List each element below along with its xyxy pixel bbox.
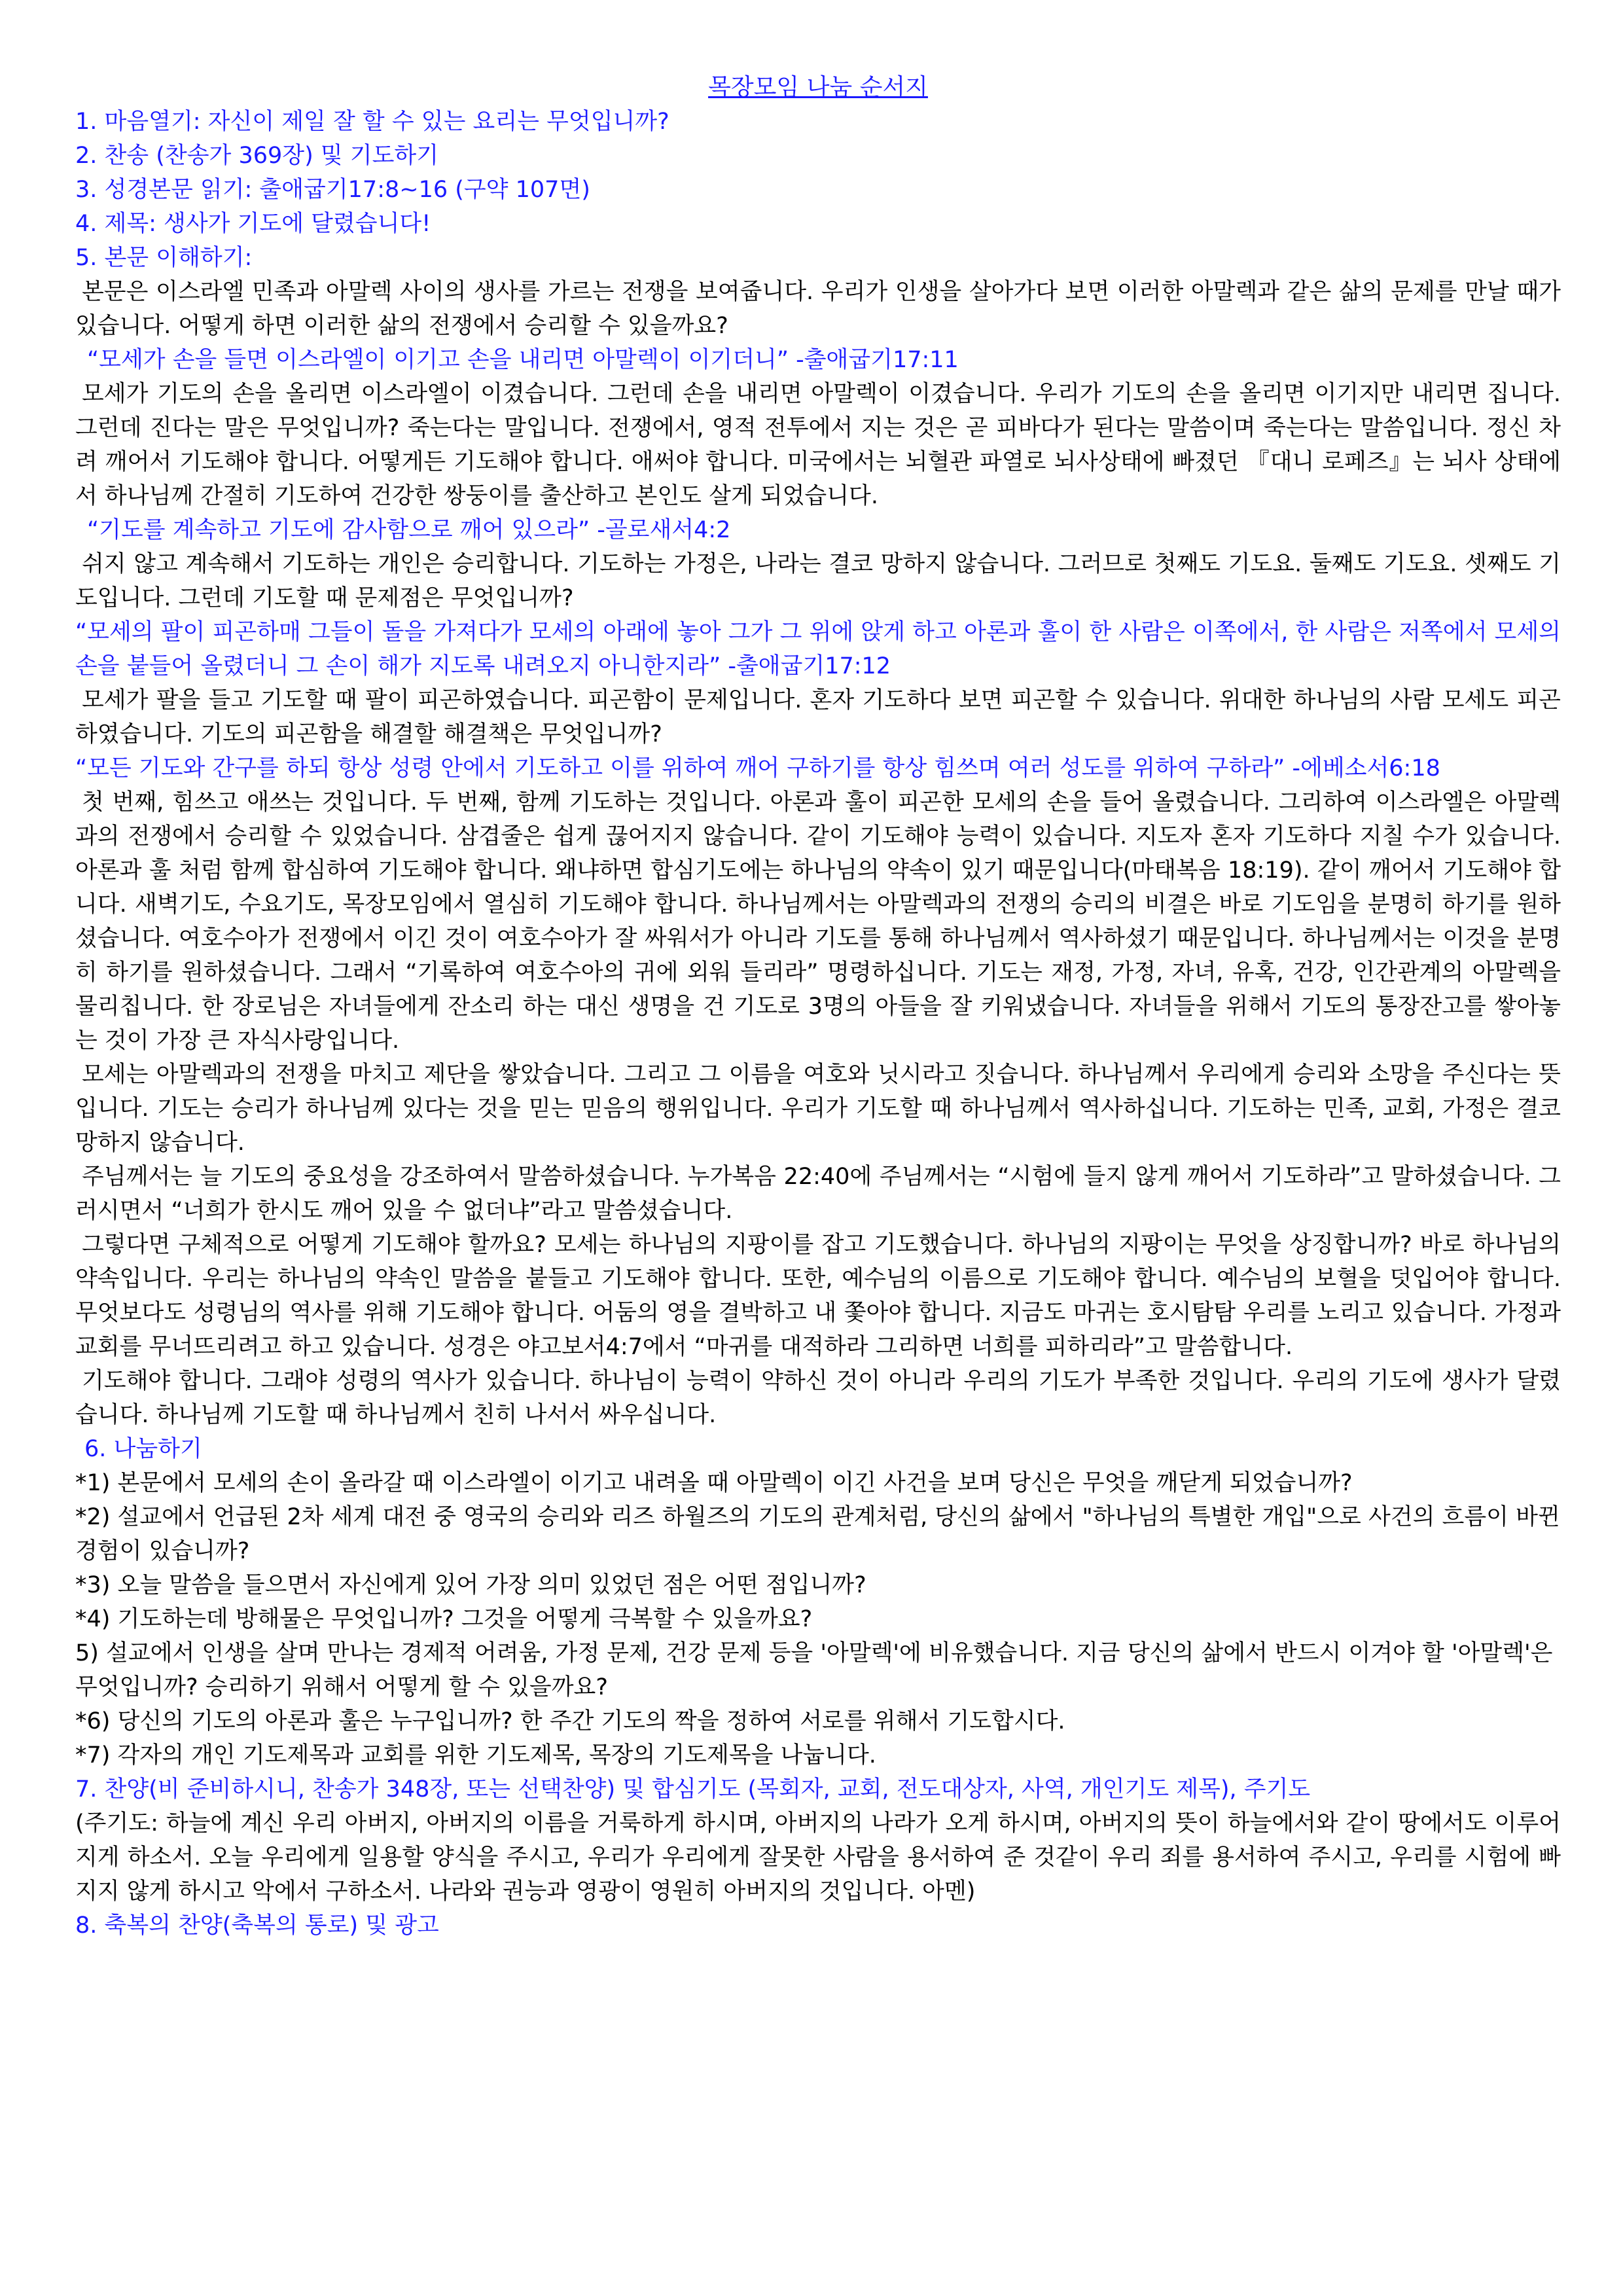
- scripture-quote-2: “기도를 계속하고 기도에 감사함으로 깨어 있으라” -골로새서4:2: [87, 517, 731, 543]
- body-paragraph-1: 본문은 이스라엘 민족과 아말렉 사이의 생사를 가르는 전쟁을 보여줍니다. 우리가 인생을 살아가다 보면 이러한 아말렉과 같은 삶의 문제를 만날 때가 있습니다. 어떻게 하면 이러한 삶의 전쟁에서 승리할 수 있을까요?: [75, 279, 1561, 339]
- body-paragraph-7: 주님께서는 늘 기도의 중요성을 강조하여서 말씀하셨습니다. 누가복음 22:40에 주님께서는 “시험에 들지 않게 깨어서 기도하라”고 말하셨습니다. 그러시면서 “너희가 한시도 깨어 있을 수 없더냐”라고 말씀셨습니다.: [75, 1164, 1561, 1224]
- body-paragraph-4: 모세가 팔을 들고 기도할 때 팔이 피곤하였습니다. 피곤함이 문제입니다. 혼자 기도하다 보면 피곤할 수 있습니다. 위대한 하나님의 사람 모세도 피곤하였습니다. 기도의 피곤함을 해결할 해결책은 무엇입니까?: [75, 687, 1561, 747]
- item-1-heading: 1. 마음열기: 자신이 제일 잘 할 수 있는 요리는 무엇입니까?: [75, 109, 669, 135]
- item-4-heading: 4. 제목: 생사가 기도에 달렸습니다!: [75, 211, 431, 237]
- sharing-question-3: *3) 오늘 말씀을 들으면서 자신에게 있어 가장 의미 있었던 점은 어떤 점입니까?: [75, 1572, 866, 1598]
- scripture-quote-1: “모세가 손을 들면 이스라엘이 이기고 손을 내리면 아말렉이 이기더니” -출애굽기17:11: [87, 347, 959, 373]
- sharing-question-4: *4) 기도하는데 방해물은 무엇입니까? 그것을 어떻게 극복할 수 있을까요?: [75, 1606, 813, 1632]
- lords-prayer: (주기도: 하늘에 계신 우리 아버지, 아버지의 이름을 거룩하게 하시며, 아버지의 나라가 오게 하시며, 아버지의 뜻이 하늘에서와 같이 땅에서도 이루어지게 하소서. 오늘 우리에게 일용할 양식을 주시고, 우리가 우리에게 잘못한 사람을 용서하여 준 것같이 우리 죄를 용서하여 주시고, 우리를 시험에 빠지지 않게 하시고 악에서 구하소서. 나라와 권능과 영광이 영원히 아버지의 것입니다. 아멘): [75, 1810, 1561, 1905]
- item-7-heading: 7. 찬양(비 준비하시니, 찬송가 348장, 또는 선택찬양) 및 합심기도 (목회자, 교회, 전도대상자, 사역, 개인기도 제목), 주기도: [75, 1776, 1311, 1803]
- item-5-heading: 5. 본문 이해하기:: [75, 245, 253, 271]
- sharing-question-6: *6) 당신의 기도의 아론과 훌은 누구입니까? 한 주간 기도의 짝을 정하여 서로를 위해서 기도합시다.: [75, 1708, 1065, 1734]
- document-page: [75, 71, 1561, 1943]
- sharing-heading: 6. 나눔하기: [84, 1436, 202, 1462]
- scripture-quote-4: “모든 기도와 간구를 하되 항상 성령 안에서 기도하고 이를 위하여 깨어 구하기를 항상 힘쓰며 여러 성도를 위하여 구하라” -에베소서6:18: [75, 755, 1440, 781]
- page-title: 목장모임 나눔 순서지: [708, 74, 928, 101]
- body-paragraph-5: 첫 번째, 힘쓰고 애쓰는 것입니다. 두 번째, 함께 기도하는 것입니다. 아론과 훌이 피곤한 모세의 손을 들어 올렸습니다. 그리하여 이스라엘은 아말렉과의 전쟁에서 승리할 수 있었습니다. 삼겹줄은 쉽게 끊어지지 않습니다. 같이 기도해야 능력이 있습니다. 지도자 혼자 기도하다 지칠 수가 있습니다. 아론과 훌 처럼 함께 합심하여 기도해야 합니다. 왜냐하면 합심기도에는 하나님의 약속이 있기 때문입니다(마태복음 18:19). 같이 깨어서 기도해야 합니다. 새벽기도, 수요기도, 목장모임에서 열심히 기도해야 합니다. 하나님께서는 아말렉과의 전쟁의 승리의 비결은 바로 기도임을 분명히 하기를 원하셨습니다. 여호수아가 전쟁에서 이긴 것이 여호수아가 잘 싸워서가 아니라 기도를 통해 하나님께서 역사하셨기 때문입니다. 하나님께서는 이것을 분명히 하기를 원하셨습니다. 그래서 “기록하여 여호수아의 귀에 외워 들리라” 명령하십니다. 기도는 재정, 가정, 자녀, 유혹, 건강, 인간관계의 아말렉을 물리칩니다. 한 장로님은 자녀들에게 잔소리 하는 대신 생명을 건 기도로 3명의 아들을 잘 키워냈습니다. 자녀들을 위해서 기도의 통장잔고를 쌓아놓는 것이 가장 큰 자식사랑입니다.: [75, 789, 1561, 1054]
- scripture-quote-3: “모세의 팔이 피곤하매 그들이 돌을 가져다가 모세의 아래에 놓아 그가 그 위에 앉게 하고 아론과 훌이 한 사람은 이쪽에서, 한 사람은 저쪽에서 모세의 손을 붙들어 올렸더니 그 손이 해가 지도록 내려오지 아니한지라” -출애굽기17:12: [75, 619, 1561, 679]
- item-2-heading: 2. 찬송 (찬송가 369장) 및 기도하기: [75, 143, 439, 169]
- body-paragraph-6: 모세는 아말렉과의 전쟁을 마치고 제단을 쌓았습니다. 그리고 그 이름을 여호와 닛시라고 짓습니다. 하나님께서 우리에게 승리와 소망을 주신다는 뜻입니다. 기도는 승리가 하나님께 있다는 것을 믿는 믿음의 행위입니다. 우리가 기도할 때 하나님께서 역사하십니다. 기도하는 민족, 교회, 가정은 결코 망하지 않습니다.: [75, 1062, 1561, 1156]
- item-8-heading: 8. 축복의 찬양(축복의 통로) 및 광고: [75, 1912, 439, 1939]
- sharing-question-1: *1) 본문에서 모세의 손이 올라갈 때 이스라엘이 이기고 내려올 때 아말렉이 이긴 사건을 보며 당신은 무엇을 깨닫게 되었습니까?: [75, 1470, 1353, 1496]
- item-3-heading: 3. 성경본문 읽기: 출애굽기17:8~16 (구약 107면): [75, 177, 590, 203]
- body-paragraph-2: 모세가 기도의 손을 올리면 이스라엘이 이겼습니다. 그런데 손을 내리면 아말렉이 이겼습니다. 우리가 기도의 손을 올리면 이기지만 내리면 집니다. 그런데 진다는 말은 무엇입니까? 죽는다는 말입니다. 전쟁에서, 영적 전투에서 지는 것은 곧 피바다가 된다는 말씀이며 죽는다는 말씀입니다. 정신 차려 깨어서 기도해야 합니다. 어떻게든 기도해야 합니다. 애써야 합니다. 미국에서는 뇌혈관 파열로 뇌사상태에 빠졌던 『대니 로페즈』는 뇌사 상태에서 하나님께 간절히 기도하여 건강한 쌍둥이를 출산하고 본인도 살게 되었습니다.: [75, 381, 1561, 509]
- body-paragraph-9: 기도해야 합니다. 그래야 성령의 역사가 있습니다. 하나님이 능력이 약하신 것이 아니라 우리의 기도가 부족한 것입니다. 우리의 기도에 생사가 달렸습니다. 하나님께 기도할 때 하나님께서 친히 나서서 싸우십니다.: [75, 1368, 1561, 1428]
- body-paragraph-3: 쉬지 않고 계속해서 기도하는 개인은 승리합니다. 기도하는 가정은, 나라는 결코 망하지 않습니다. 그러므로 첫째도 기도요. 둘째도 기도요. 셋째도 기도입니다. 그런데 기도할 때 문제점은 무엇입니까?: [75, 551, 1561, 611]
- sharing-question-5: 5) 설교에서 인생을 살며 만나는 경제적 어려움, 가정 문제, 건강 문제 등을 '아말렉'에 비유했습니다. 지금 당신의 삶에서 반드시 이겨야 할 '아말렉'은 무엇입니까? 승리하기 위해서 어떻게 할 수 있을까요?: [75, 1640, 1553, 1700]
- sharing-question-7: *7) 각자의 개인 기도제목과 교회를 위한 기도제목, 목장의 기도제목을 나눕니다.: [75, 1742, 876, 1768]
- sharing-question-2: *2) 설교에서 언급된 2차 세계 대전 중 영국의 승리와 리즈 하월즈의 기도의 관계처럼, 당신의 삶에서 "하나님의 특별한 개입"으로 사건의 흐름이 바뀐 경험이 있습니까?: [75, 1504, 1560, 1564]
- body-paragraph-8: 그렇다면 구체적으로 어떻게 기도해야 할까요? 모세는 하나님의 지팡이를 잡고 기도했습니다. 하나님의 지팡이는 무엇을 상징합니까? 바로 하나님의 약속입니다. 우리는 하나님의 약속인 말씀을 붙들고 기도해야 합니다. 또한, 예수님의 이름으로 기도해야 합니다. 예수님의 보혈을 덧입어야 합니다. 무엇보다도 성령님의 역사를 위해 기도해야 합니다. 어둠의 영을 결박하고 내 쫓아야 합니다. 지금도 마귀는 호시탐탐 우리를 노리고 있습니다. 가정과 교회를 무너뜨리려고 하고 있습니다. 성경은 야고보서4:7에서 “마귀를 대적하라 그리하면 너희를 피하리라”고 말씀합니다.: [75, 1232, 1561, 1360]
